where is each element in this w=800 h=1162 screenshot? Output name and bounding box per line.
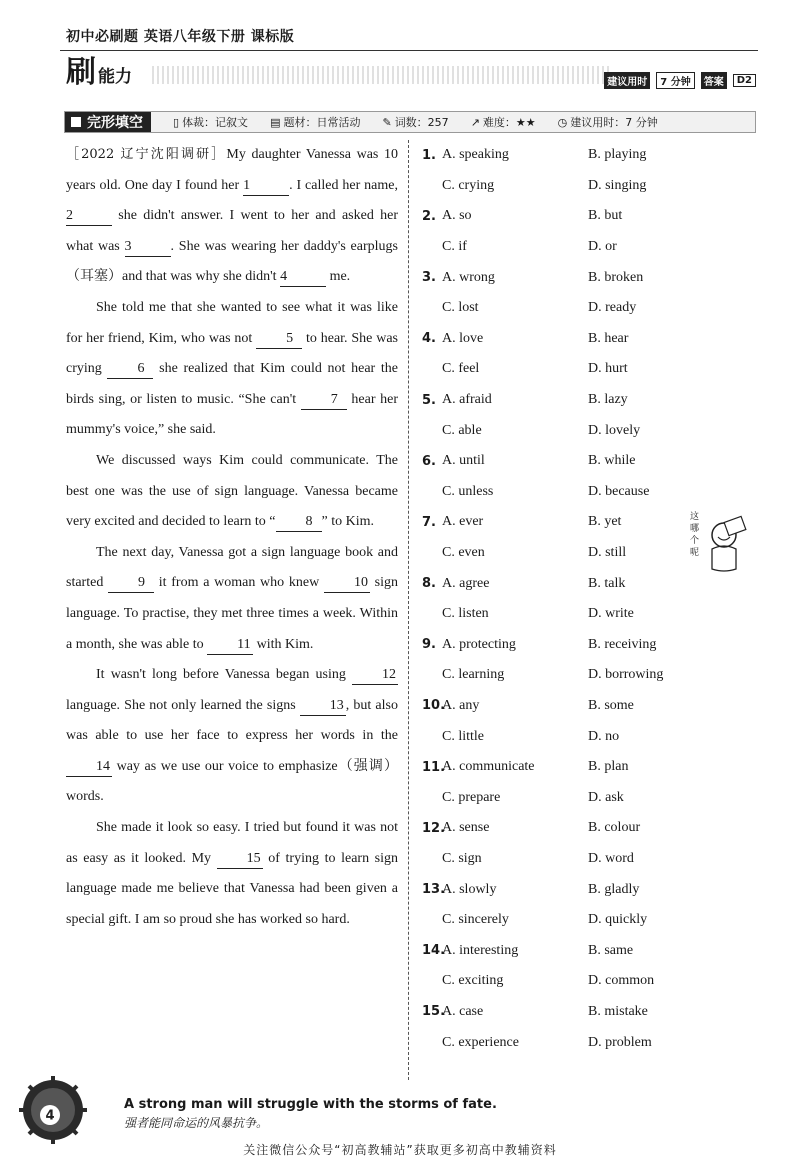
question-row <box>422 568 712 599</box>
option-d: D. word <box>588 850 634 866</box>
question-row <box>422 782 712 813</box>
question-row <box>422 171 712 202</box>
option-b: B. receiving <box>588 636 657 652</box>
option-c: C. learning <box>442 667 505 683</box>
question-row <box>422 324 712 355</box>
question-number: 5. <box>422 392 436 408</box>
passage-text: me. <box>326 269 351 285</box>
option-d: D. no <box>588 728 620 744</box>
option-c: C. little <box>442 728 484 744</box>
option-d: D. or <box>588 239 617 255</box>
question-row <box>422 721 712 752</box>
option-d: D. quickly <box>588 912 648 928</box>
option-d: D. problem <box>588 1034 652 1050</box>
question-row <box>422 293 712 324</box>
words-text: 词数：257 <box>394 116 449 129</box>
option-a: A. communicate <box>442 759 535 775</box>
exercise-title: 完形填空 <box>65 112 151 132</box>
time-text: 建议用时：7 分钟 <box>570 116 658 129</box>
passage-text: The next day, Vanessa got a sign language book and started <box>66 544 398 591</box>
option-c: C. prepare <box>442 789 501 805</box>
reading-cartoon-icon <box>688 505 750 575</box>
option-b: B. gladly <box>588 881 640 897</box>
clock-icon: ◷ <box>557 115 568 129</box>
pen-icon: ✎ <box>382 115 392 129</box>
option-d: D. write <box>588 606 634 622</box>
bottom-note: 关注微信公众号“初高教辅站”获取更多初高中教辅资料 <box>243 1143 557 1157</box>
passage-paragraph <box>66 813 398 935</box>
passage-text: It wasn't long before Vanessa began using <box>96 667 352 683</box>
option-b: B. plan <box>588 759 629 775</box>
option-d: D. ready <box>588 300 637 316</box>
option-c: C. exciting <box>442 973 504 989</box>
difficulty-text: 难度：★★ <box>482 116 536 129</box>
option-a: A. slowly <box>442 881 497 897</box>
question-row <box>422 201 712 232</box>
question-number: 1. <box>422 147 436 163</box>
question-row <box>422 874 712 905</box>
question-row <box>422 630 712 661</box>
question-row <box>422 446 712 477</box>
question-number: 12. <box>422 820 446 836</box>
passage-text: . I called her name, <box>289 177 398 193</box>
svg-text:个: 个 <box>690 536 700 546</box>
list-icon: ▤ <box>270 115 281 129</box>
passage-paragraph <box>66 293 398 446</box>
question-number: 9. <box>422 637 436 653</box>
question-row <box>422 232 712 263</box>
question-number: 3. <box>422 270 436 286</box>
option-d: D. ask <box>588 789 624 805</box>
option-a: A. protecting <box>442 636 516 652</box>
document-icon: ▯ <box>173 115 180 129</box>
header-rule <box>60 50 758 51</box>
question-row <box>422 1027 712 1058</box>
words-info <box>382 114 448 130</box>
brand-label: 能力 <box>98 67 132 87</box>
question-row <box>422 262 712 293</box>
question-row <box>422 477 712 508</box>
topic-info <box>270 114 360 130</box>
question-row <box>422 997 712 1028</box>
question-number: 10. <box>422 698 446 714</box>
option-a: A. afraid <box>442 392 492 408</box>
page-number: 4 <box>45 1108 55 1124</box>
svg-text:哪: 哪 <box>690 524 700 534</box>
book-header: 初中必刷题 英语八年级下册 课标版 <box>66 29 295 45</box>
question-number: 14. <box>422 943 446 959</box>
passage-text: She made it look so easy. I tried but found it was not as easy as it looked. My <box>66 820 398 866</box>
question-row <box>422 966 712 997</box>
question-row <box>422 538 712 569</box>
option-c: C. lost <box>442 300 479 316</box>
option-c: C. feel <box>442 361 480 377</box>
option-a: A. until <box>442 453 485 469</box>
motto-english: A strong man will struggle with the storms of fate. <box>124 1097 497 1112</box>
difficulty-info <box>471 114 536 130</box>
option-d: D. hurt <box>588 361 628 377</box>
passage-text: language. She not only learned the signs <box>66 697 300 713</box>
blank-number: 7 <box>301 391 347 410</box>
option-c: C. unless <box>442 483 494 499</box>
option-b: B. same <box>588 942 634 958</box>
option-b: B. broken <box>588 269 644 285</box>
answer-page: D2 <box>733 74 756 87</box>
passage-text: sign language. To practise, they met three times a week. Within a month, she was able to <box>66 575 398 652</box>
option-a: A. so <box>442 208 472 224</box>
blank-number: 13 <box>300 697 346 716</box>
blank-number: 15 <box>217 850 263 869</box>
blank-number: 2 <box>66 207 112 226</box>
passage-text: . She was wearing her daddy's earplugs（耳塞）and that was why she didn't <box>66 238 398 285</box>
passage-text: to hear. She was crying <box>66 330 399 377</box>
question-row <box>422 905 712 936</box>
option-b: B. lazy <box>588 392 628 408</box>
option-b: B. but <box>588 208 623 224</box>
blank-number: 1 <box>243 177 289 196</box>
question-row <box>422 691 712 722</box>
question-number: 15. <box>422 1004 446 1020</box>
option-a: A. any <box>442 697 480 713</box>
question-number: 8. <box>422 576 436 592</box>
option-c: C. crying <box>442 177 495 193</box>
option-c: C. experience <box>442 1034 519 1050</box>
passage-text: hear her mummy's voice,” she said. <box>66 391 399 438</box>
answer-label: 答案 <box>701 72 727 89</box>
time-label: 建议用时 <box>604 72 650 89</box>
blank-number: 3 <box>125 238 171 257</box>
option-d: D. singing <box>588 177 647 193</box>
option-b: B. colour <box>588 820 641 836</box>
option-a: A. speaking <box>442 147 509 163</box>
blank-number: 8 <box>276 513 322 532</box>
time-value: 7 分钟 <box>656 72 694 89</box>
passage-text: ” to Kim. <box>321 514 375 530</box>
time-info <box>558 114 658 130</box>
svg-text:呢: 呢 <box>690 548 700 558</box>
question-row <box>422 844 712 875</box>
question-number: 4. <box>422 331 436 347</box>
option-d: D. borrowing <box>588 667 664 683</box>
option-b: B. hear <box>588 330 629 346</box>
option-a: A. sense <box>442 820 490 836</box>
option-d: D. because <box>588 483 650 499</box>
genre-info <box>173 114 248 130</box>
passage-text: she didn't answer. I went to her and asked her what was <box>66 208 398 254</box>
blank-number: 5 <box>256 330 302 349</box>
blank-number: 9 <box>108 574 154 593</box>
passage-text: , but also was able to use her face to express her words in the <box>66 697 398 744</box>
option-c: C. sign <box>442 850 482 866</box>
passage-text: My daughter Vanessa was 10 years old. One day I found her <box>66 147 398 193</box>
question-row <box>422 660 712 691</box>
option-d: D. common <box>588 973 655 989</box>
option-c: C. if <box>442 239 467 255</box>
chart-icon: ↗ <box>470 115 480 129</box>
option-b: B. some <box>588 697 634 713</box>
svg-text:这: 这 <box>690 512 700 522</box>
blank-number: 14 <box>66 758 112 777</box>
passage-paragraph <box>66 446 398 538</box>
question-number: 13. <box>422 882 446 898</box>
passage-text: she realized that Kim could not hear the birds sing, or listen to music. “She can't <box>66 361 399 407</box>
question-row <box>422 385 712 416</box>
decorative-stripe <box>152 66 612 84</box>
passage-text: it from a woman who knew <box>154 575 324 591</box>
question-number: 11. <box>422 759 446 775</box>
option-a: A. case <box>442 1003 484 1019</box>
passage-text: She told me that she wanted to see what it was like for her friend, Kim, who was not <box>66 299 398 346</box>
question-number: 7. <box>422 514 436 530</box>
option-b: B. talk <box>588 575 626 591</box>
question-row <box>422 507 712 538</box>
ship-wheel-icon <box>18 1075 88 1145</box>
option-d: D. lovely <box>588 422 641 438</box>
blank-number: 4 <box>280 268 326 287</box>
option-b: B. playing <box>588 147 647 163</box>
passage-text: way as we use our voice to emphasize（强调）words. <box>66 758 398 805</box>
answer-options <box>422 140 712 1058</box>
question-row <box>422 813 712 844</box>
question-number: 2. <box>422 208 436 224</box>
passage-source: ［2022 辽宁沈阳调研］ <box>66 147 227 162</box>
question-row <box>422 752 712 783</box>
passage-paragraph <box>66 538 398 660</box>
passage-paragraph <box>66 140 398 293</box>
option-a: A. wrong <box>442 269 495 285</box>
option-a: A. interesting <box>442 942 519 958</box>
option-b: B. mistake <box>588 1003 648 1019</box>
topic-text: 题材：日常活动 <box>283 116 361 129</box>
option-c: C. sincerely <box>442 912 509 928</box>
question-row <box>422 599 712 630</box>
option-b: B. yet <box>588 514 622 530</box>
option-c: C. able <box>442 422 482 438</box>
option-a: A. love <box>442 330 484 346</box>
blank-number: 11 <box>207 636 253 655</box>
motto-chinese: 强者能同命运的风暴抗争。 <box>124 1116 269 1130</box>
option-c: C. listen <box>442 606 489 622</box>
question-number: 6. <box>422 453 436 469</box>
passage-paragraph <box>66 660 398 813</box>
passage-text: of trying to learn sign language made me believe that Vanessa had been given a special gift. I am so proud she has worked so hard. <box>66 850 399 927</box>
column-divider <box>408 140 409 1080</box>
passage-text: with Kim. <box>253 636 314 652</box>
blank-number: 12 <box>352 666 398 685</box>
section-brand <box>66 55 132 90</box>
question-row <box>422 415 712 446</box>
cloze-passage <box>66 140 398 935</box>
passage-text: We discussed ways Kim could communicate. The best one was the use of sign language. Vanessa became very excited and decided to learn to “ <box>66 452 398 530</box>
option-b: B. while <box>588 453 636 469</box>
option-a: A. ever <box>442 514 484 530</box>
exercise-info-bar <box>64 111 756 133</box>
brand-char: 刷 <box>66 55 96 90</box>
blank-number: 10 <box>324 574 370 593</box>
question-row <box>422 354 712 385</box>
option-a: A. agree <box>442 575 490 591</box>
blank-number: 6 <box>107 360 153 379</box>
question-row <box>422 935 712 966</box>
option-c: C. even <box>442 545 485 561</box>
genre-text: 体裁：记叙文 <box>182 116 249 129</box>
option-d: D. still <box>588 545 627 561</box>
time-answer-meta <box>604 72 756 89</box>
question-row <box>422 140 712 171</box>
